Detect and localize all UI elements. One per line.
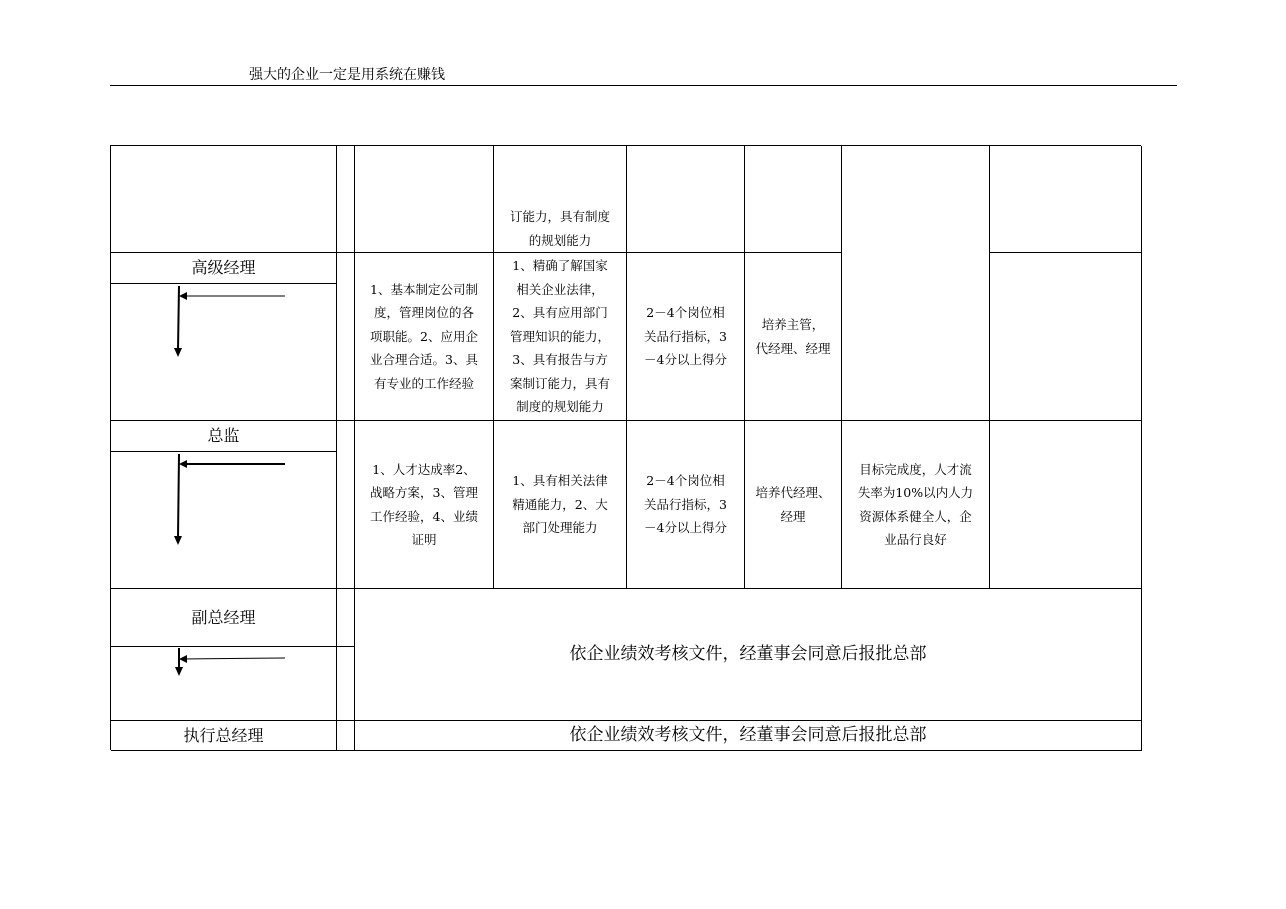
senior-manager-kpi: 2－4个岗位相 关品行指标，3 －4分以上得分 — [627, 253, 745, 421]
down-arrow-icon — [111, 284, 337, 420]
executive-gm-note: 依企业绩效考核文件，经董事会同意后报批总部 — [355, 721, 1142, 751]
row0-ability-cell: 订能力，具有制度 的规划能力 — [494, 146, 627, 253]
director-training: 培养代经理、 经理 — [745, 421, 842, 589]
deputy-gm-narrow-cell — [337, 589, 355, 721]
senior-manager-title: 高级经理 — [111, 253, 336, 284]
row0-last-cell — [990, 146, 1142, 253]
executive-gm-narrow-cell — [337, 721, 355, 751]
senior-manager-title-cell — [111, 253, 337, 421]
row0-narrow-cell — [337, 146, 355, 253]
deputy-gm-title: 副总经理 — [111, 589, 336, 647]
director-last-cell — [990, 421, 1142, 589]
deputy-gm-arrow — [111, 647, 336, 720]
row0-qualification-cell — [355, 146, 494, 253]
down-arrow-icon — [111, 452, 337, 588]
executive-gm-title: 执行总经理 — [111, 721, 337, 751]
row0-training-cell — [745, 146, 842, 253]
director-target: 目标完成度，人才流 失率为10%以内人力 资源体系健全人，企 业品行良好 — [842, 421, 990, 589]
header-rule — [110, 85, 1177, 86]
deputy-gm-narrow-top — [337, 589, 354, 647]
director-title-cell — [111, 421, 337, 589]
deputy-gm-note: 依企业绩效考核文件，经董事会同意后报批总部 — [355, 589, 1142, 721]
row0-title-cell — [111, 146, 337, 253]
deputy-gm-title-cell — [111, 589, 337, 721]
header-slogan: 强大的企业一定是用系统在赚钱 — [249, 67, 445, 83]
director-arrow — [111, 452, 336, 588]
promotion-table — [110, 145, 1141, 750]
senior-manager-ability: 1、精确了解国家 相关企业法律， 2、具有应用部门 管理知识的能力， 3、具有报告与方 案制订能力，具有 制度的规划能力 — [494, 253, 627, 421]
director-narrow-cell — [337, 421, 355, 589]
row0-kpi-cell — [627, 146, 745, 253]
senior-manager-last-cell — [990, 253, 1142, 421]
senior-manager-narrow-cell — [337, 253, 355, 421]
senior-manager-training: 培养主管， 代经理、经理 — [745, 253, 842, 421]
senior-manager-qualification: 1、基本制定公司制 度，管理岗位的各 项职能。2、应用企 业合理合适。3、具 有专业的工作经验 — [355, 253, 494, 421]
down-arrow-icon — [111, 647, 337, 721]
director-qualification: 1、人才达成率2、 战略方案，3、管理 工作经验，4、业绩 证明 — [355, 421, 494, 589]
row0-target-cell — [842, 146, 990, 421]
director-kpi: 2－4个岗位相 关品行指标，3 －4分以上得分 — [627, 421, 745, 589]
senior-manager-arrow — [111, 284, 336, 420]
director-title: 总监 — [111, 421, 336, 452]
director-ability: 1、具有相关法律 精通能力，2、大 部门处理能力 — [494, 421, 627, 589]
